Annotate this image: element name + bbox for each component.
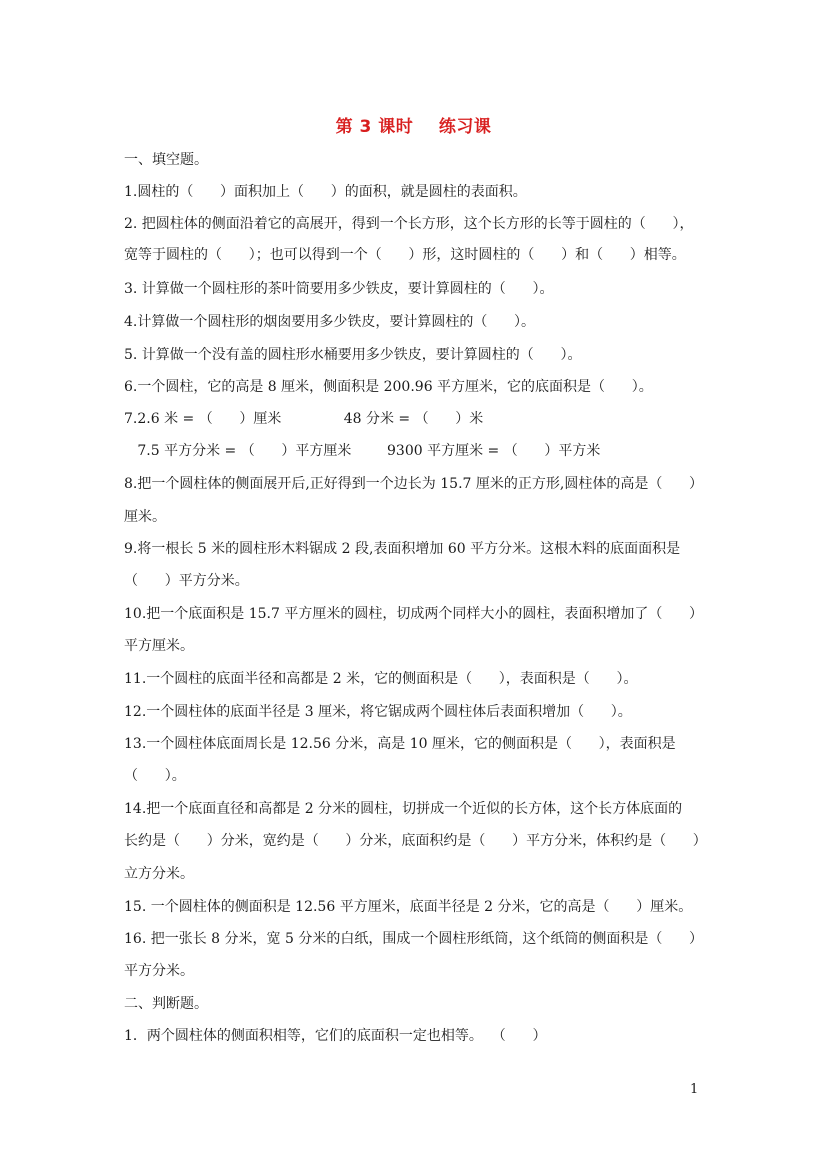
question-line: 13.一个圆柱体底面周长是 12.56 分米，高是 10 厘米，它的侧面积是（ ），表面积是 xyxy=(124,736,676,752)
page-title: 第 3 课时 练习课 xyxy=(335,117,492,137)
question-line: 7.5 平方分米 = （ ）平方厘米 9300 平方厘米 = （ ）平方米 xyxy=(124,443,601,459)
question-line: 12.一个圆柱体的底面半径是 3 厘米，将它锯成两个圆柱体后表面积增加（ ）。 xyxy=(124,704,632,720)
question-line: 7.2.6 米 = （ ）厘米 48 分米 = （ ）米 xyxy=(124,411,484,427)
question-line: 1.圆柱的（ ）面积加上（ ）的面积，就是圆柱的表面积。 xyxy=(124,184,527,200)
question-line: 9.将一根长 5 米的圆柱形木料锯成 2 段,表面积增加 60 平方分米。这根木料的底面面积是 xyxy=(124,541,681,557)
question-line: 立方分米。 xyxy=(124,866,194,882)
section-heading-fill-blank: 一、填空题。 xyxy=(124,152,208,168)
question-line: 6.一个圆柱，它的高是 8 厘米，侧面积是 200.96 平方厘米，它的底面积是（ ）。 xyxy=(124,379,653,395)
question-line: （ ）平方分米。 xyxy=(124,573,249,589)
question-line: 平方厘米。 xyxy=(124,638,194,654)
question-line: 11.一个圆柱的底面半径和高都是 2 米，它的侧面积是（ ），表面积是（ ）。 xyxy=(124,671,638,687)
question-line: 16. 把一张长 8 分米，宽 5 分米的白纸，围成一个圆柱形纸筒，这个纸筒的侧面积是（ ） xyxy=(124,931,704,947)
question-line: 平方分米。 xyxy=(124,963,194,979)
question-line: 4.计算做一个圆柱形的烟囱要用多少铁皮，要计算圆柱的（ ）。 xyxy=(124,314,536,330)
question-line: 长约是（ ）分米，宽约是（ ）分米，底面积约是（ ）平方分米，体积约是（ ） xyxy=(124,833,707,849)
section-heading-true-false: 二、判断题。 xyxy=(124,996,208,1012)
question-line: 宽等于圆柱的（ ）；也可以得到一个（ ）形，这时圆柱的（ ）和（ ）相等。 xyxy=(124,247,686,263)
question-line: 10.把一个底面积是 15.7 平方厘米的圆柱，切成两个同样大小的圆柱，表面积增加了（ ） xyxy=(124,606,704,622)
question-line: 14.把一个底面直径和高都是 2 分米的圆柱，切拼成一个近似的长方体，这个长方体底面的 xyxy=(124,801,683,817)
question-line: 15. 一个圆柱体的侧面积是 12.56 平方厘米，底面半径是 2 分米，它的高是（ ）厘米。 xyxy=(124,899,693,915)
question-line: 厘米。 xyxy=(124,509,166,525)
question-line: 1．两个圆柱体的侧面积相等，它们的底面积一定也相等。 （ ） xyxy=(124,1028,547,1044)
page-number: 1 xyxy=(690,1082,699,1097)
question-line: （ ）。 xyxy=(124,768,186,784)
question-line: 2. 把圆柱体的侧面沿着它的高展开，得到一个长方形，这个长方形的长等于圆柱的（ ）， xyxy=(124,216,694,232)
question-line: 8.把一个圆柱体的侧面展开后,正好得到一个边长为 15.7 厘米的正方形,圆柱体的高是（ ） xyxy=(124,476,704,492)
question-line: 5. 计算做一个没有盖的圆柱形水桶要用多少铁皮，要计算圆柱的（ ）。 xyxy=(124,347,582,363)
question-line: 3. 计算做一个圆柱形的茶叶筒要用多少铁皮，要计算圆柱的（ ）。 xyxy=(124,281,554,297)
